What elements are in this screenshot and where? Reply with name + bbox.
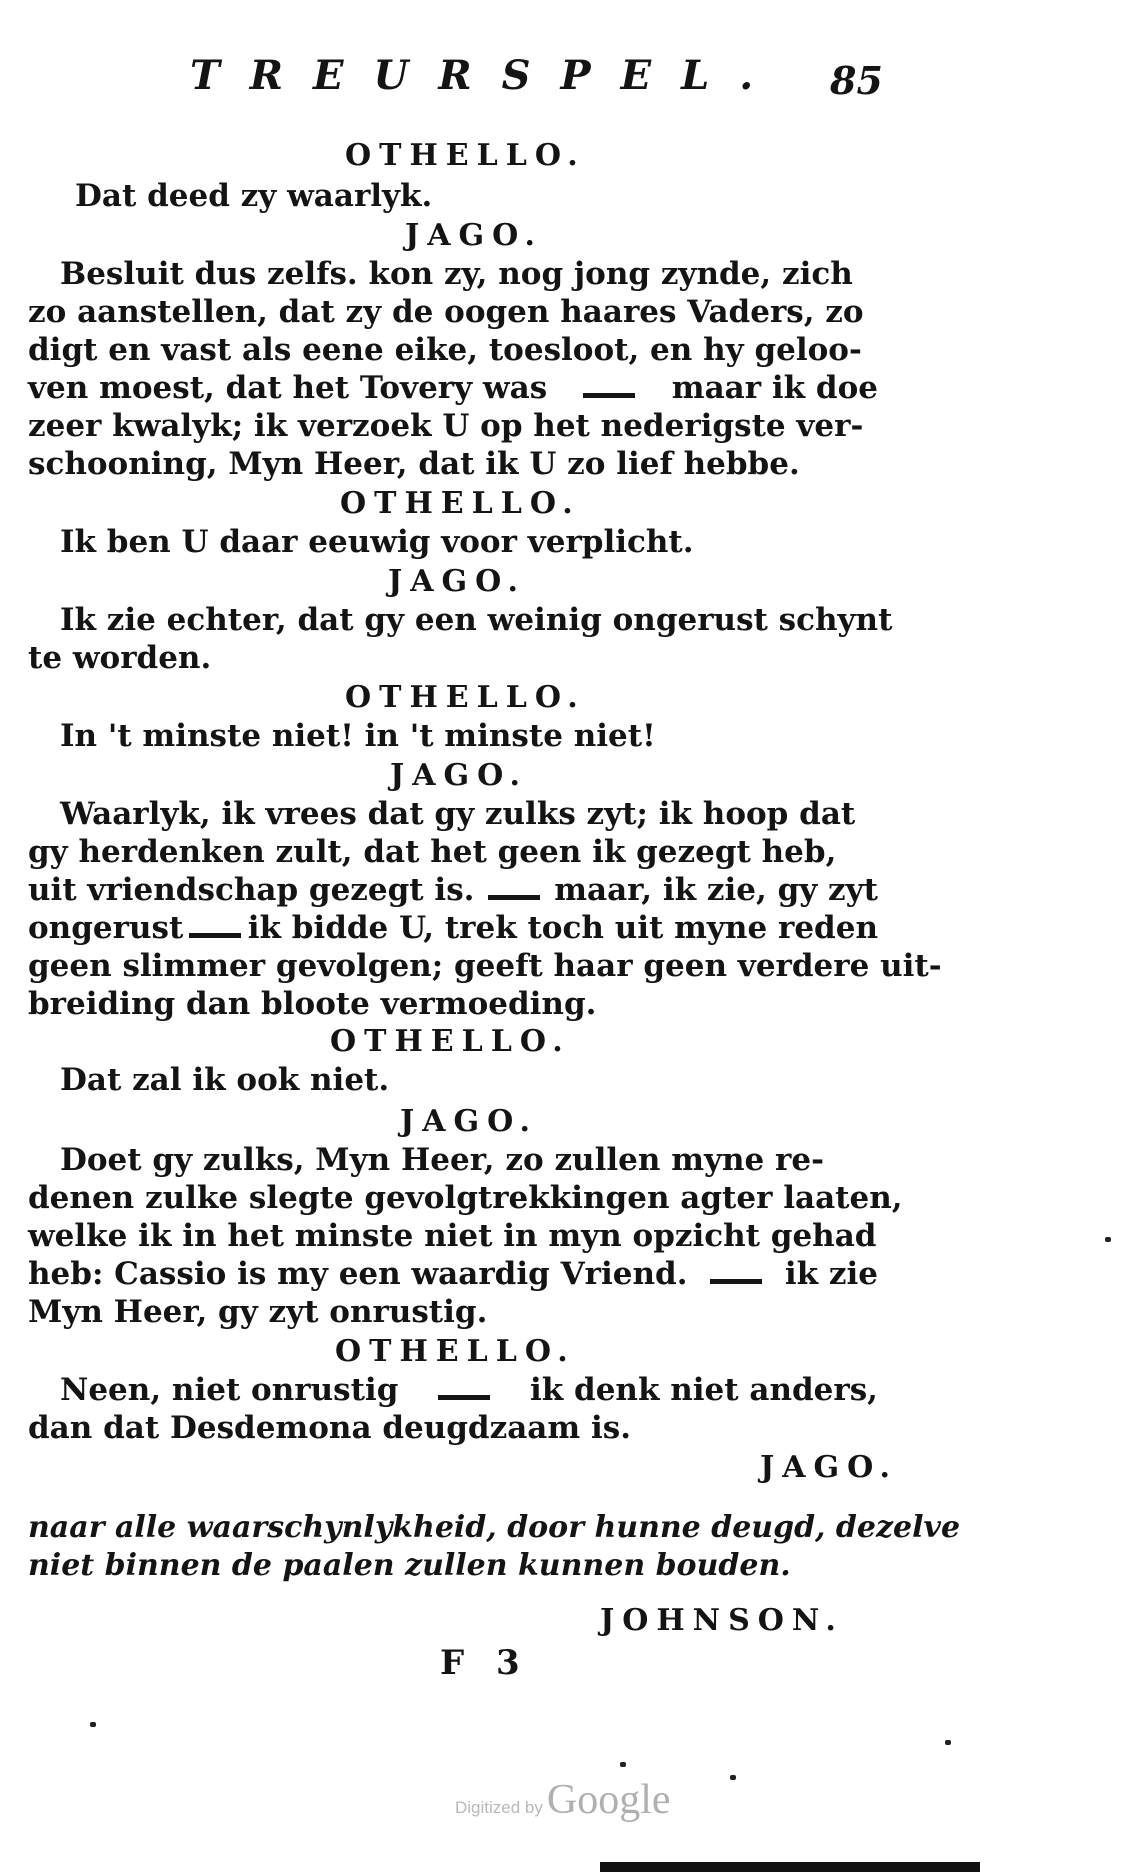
em-dash bbox=[488, 895, 540, 900]
line-text: Ik ben U daar eeuwig voor verplicht. bbox=[60, 524, 694, 560]
line-text: maar ik doe bbox=[671, 370, 878, 406]
line-text: Myn Heer, gy zyt onrustig. bbox=[28, 1294, 488, 1330]
line-text: gy herdenken zult, dat het geen ik gezegt heb, bbox=[28, 834, 837, 870]
text-line bbox=[28, 294, 878, 332]
line-text: ik denk niet anders, bbox=[529, 1372, 878, 1408]
footnote-author: JOHNSON. bbox=[600, 1603, 844, 1638]
line-text: ven moest, dat het Tovery was bbox=[28, 370, 548, 406]
line-text: denen zulke slegte gevolgtrekkingen agter laaten, bbox=[28, 1180, 903, 1216]
line-text: ongerust bbox=[28, 910, 184, 946]
text-line bbox=[28, 1218, 878, 1256]
line-text: uit vriendschap gezegt is. bbox=[28, 872, 475, 908]
line-text: te worden. bbox=[28, 640, 212, 676]
line-text: Neen, niet onrustig bbox=[60, 1372, 399, 1408]
line-text: heb: Cassio is my een waardig Vriend. bbox=[28, 1256, 688, 1292]
text-line bbox=[60, 1142, 878, 1180]
speck bbox=[620, 1762, 626, 1767]
line-text: Dat deed zy waarlyk. bbox=[75, 178, 433, 214]
speaker-othello: OTHELLO. bbox=[340, 486, 581, 521]
digitized-label: Digitized by bbox=[455, 1798, 543, 1817]
text-line bbox=[28, 370, 878, 408]
speaker-othello: OTHELLO. bbox=[330, 1024, 571, 1059]
speck bbox=[945, 1740, 951, 1745]
text-line bbox=[28, 408, 878, 446]
speaker-jago: JAGO. bbox=[760, 1450, 898, 1485]
digitized-by-google bbox=[455, 1776, 671, 1824]
line-text: Waarlyk, ik vrees dat gy zulks zyt; ik hoop dat bbox=[60, 796, 856, 832]
footnote-line bbox=[28, 1510, 961, 1545]
text-line bbox=[60, 1372, 878, 1410]
text-line bbox=[28, 872, 878, 910]
text-line bbox=[60, 1062, 878, 1100]
page-number: 85 bbox=[830, 58, 883, 103]
text-line bbox=[28, 1294, 878, 1332]
line-text: zo aanstellen, dat zy de oogen haares Vaders, zo bbox=[28, 294, 864, 330]
text-line bbox=[60, 796, 878, 834]
text-line bbox=[28, 986, 878, 1024]
line-text: zeer kwalyk; ik verzoek U op het nederigste ver- bbox=[28, 408, 864, 444]
footnote-line bbox=[28, 1548, 878, 1583]
em-dash bbox=[438, 1395, 490, 1400]
speck bbox=[90, 1722, 96, 1727]
speck bbox=[730, 1775, 736, 1780]
footnote-text: naar alle waarschynlykheid, door hunne deugd, dezelve bbox=[28, 1510, 961, 1545]
page-edge-shadow bbox=[600, 1862, 980, 1872]
line-text: breiding dan bloote vermoeding. bbox=[28, 986, 597, 1022]
text-line bbox=[60, 602, 893, 640]
em-dash bbox=[583, 393, 635, 398]
line-text: geen slimmer gevolgen; geeft haar geen verdere uit- bbox=[28, 948, 942, 984]
text-line bbox=[28, 1410, 878, 1448]
text-line bbox=[28, 446, 878, 484]
speck bbox=[1105, 1237, 1111, 1242]
line-text: maar, ik zie, gy zyt bbox=[554, 872, 878, 908]
text-line bbox=[28, 834, 878, 872]
speaker-othello: OTHELLO. bbox=[335, 1334, 576, 1369]
speaker-othello: OTHELLO. bbox=[345, 138, 586, 173]
text-line bbox=[28, 948, 942, 986]
text-line bbox=[60, 256, 878, 294]
signature-mark: F 3 bbox=[440, 1643, 530, 1683]
em-dash bbox=[710, 1279, 762, 1284]
line-text: Besluit dus zelfs. kon zy, nog jong zynde, zich bbox=[60, 256, 853, 292]
text-line bbox=[28, 910, 878, 948]
em-dash bbox=[189, 933, 241, 938]
google-logo: Google bbox=[546, 1777, 671, 1823]
text-line bbox=[28, 1180, 903, 1218]
text-line bbox=[28, 332, 878, 370]
text-line bbox=[75, 178, 925, 216]
line-text: In 't minste niet! in 't minste niet! bbox=[60, 718, 656, 754]
speaker-jago: JAGO. bbox=[405, 218, 543, 253]
line-text: ik zie bbox=[784, 1256, 878, 1292]
line-text: ik bidde U, trek toch uit myne reden bbox=[247, 910, 878, 946]
line-text: Dat zal ik ook niet. bbox=[60, 1062, 390, 1098]
speaker-jago: JAGO. bbox=[400, 1104, 538, 1139]
running-title: TREURSPEL. bbox=[190, 52, 784, 99]
line-text: schooning, Myn Heer, dat ik U zo lief hebbe. bbox=[28, 446, 800, 482]
line-text: welke ik in het minste niet in myn opzicht gehad bbox=[28, 1218, 877, 1254]
text-line bbox=[28, 640, 878, 678]
text-line bbox=[60, 718, 878, 756]
speaker-jago: JAGO. bbox=[390, 758, 528, 793]
line-text: Ik zie echter, dat gy een weinig ongerust schynt bbox=[60, 602, 893, 638]
speaker-jago: JAGO. bbox=[388, 564, 526, 599]
speaker-othello: OTHELLO. bbox=[345, 680, 586, 715]
text-line bbox=[60, 524, 878, 562]
line-text: dan dat Desdemona deugdzaam is. bbox=[28, 1410, 632, 1446]
text-line bbox=[28, 1256, 878, 1294]
line-text: Doet gy zulks, Myn Heer, zo zullen myne re- bbox=[60, 1142, 824, 1178]
footnote-text: niet binnen de paalen zullen kunnen bouden. bbox=[28, 1548, 791, 1583]
line-text: digt en vast als eene eike, toesloot, en hy geloo- bbox=[28, 332, 862, 368]
